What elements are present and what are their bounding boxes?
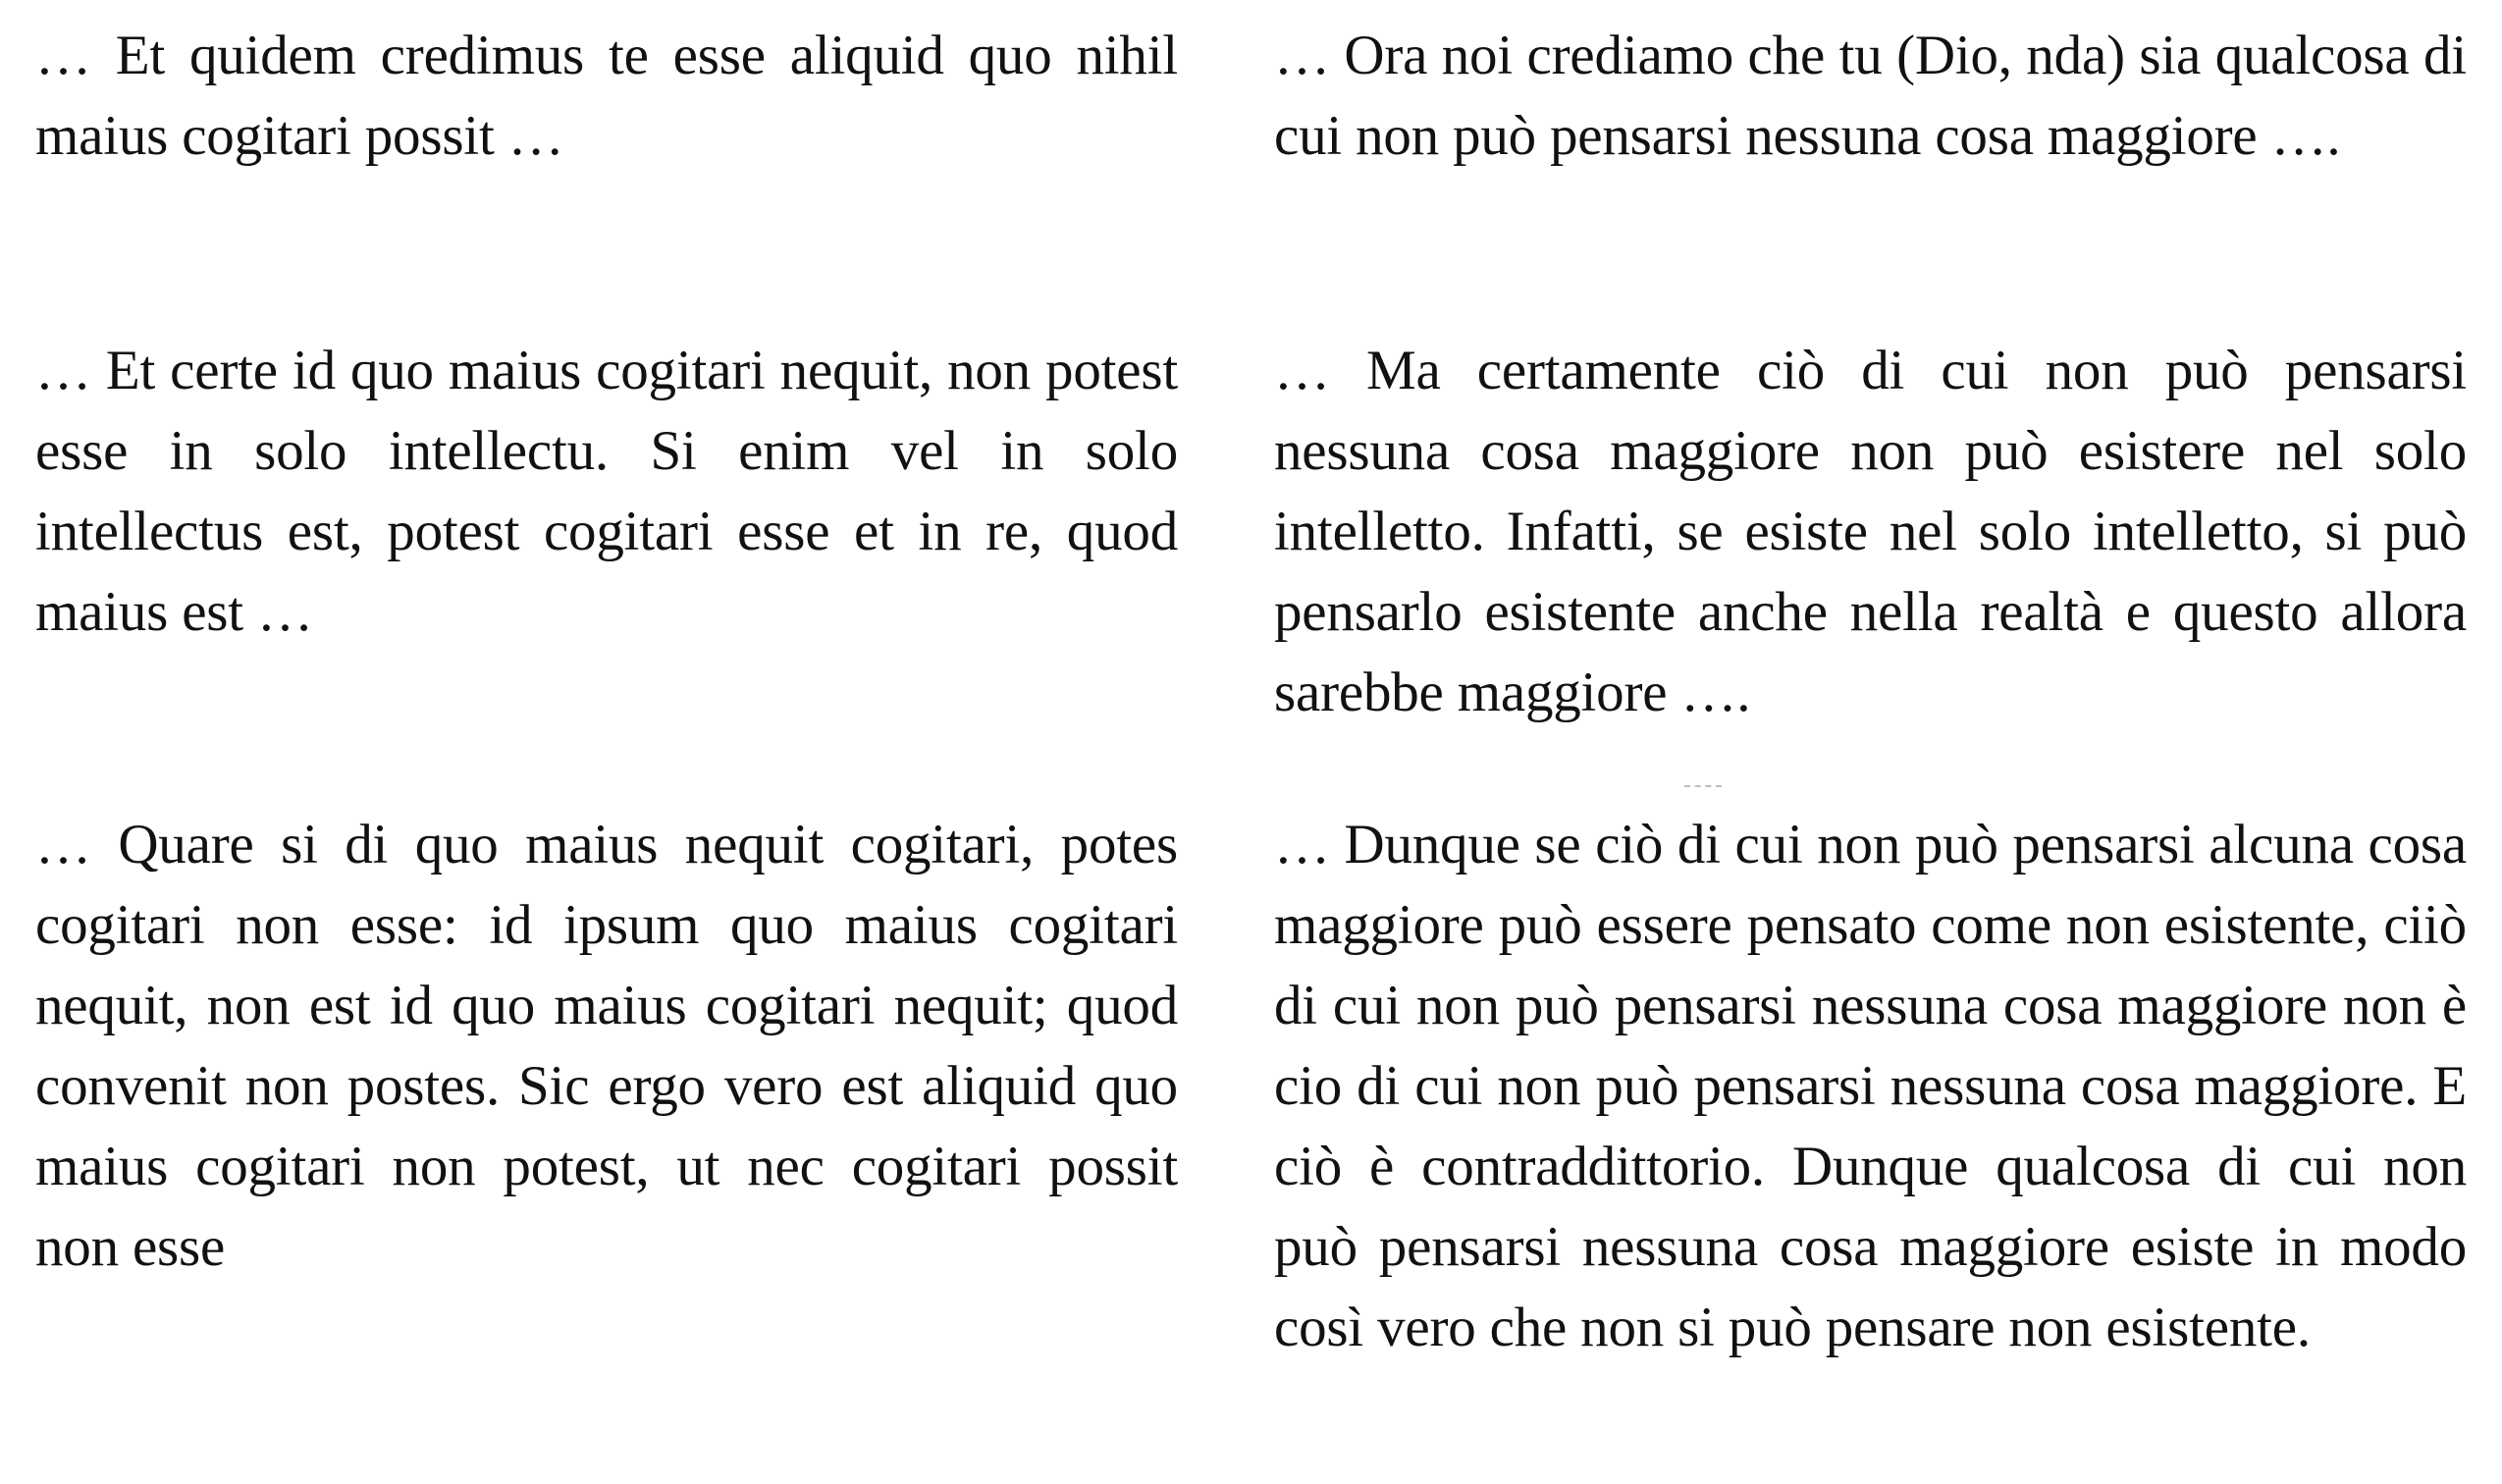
latin-passage-2: … Et certe id quo maius cogitari nequit, non potest esse in solo intellectu. Si enim vel in solo intellectus est, potest cogitari esse et in re, quod maius est … [35, 340, 1178, 643]
italian-translation-3: … Dunque se ciò di cui non può pensarsi alcuna cosa maggiore può essere pensato come non esistente, ciiò di cui non può pensarsi nessuna cosa maggiore non è cio di cui non può pensarsi nessuna cosa maggiore. E ciò è contraddittorio. Dunque qualcosa di cui non può pensarsi nessuna cosa maggiore esiste in modo così vero che non si può pensare non esistente. [1274, 814, 2467, 1358]
latin-passage-3: … Quare si di quo maius nequit cogitari, potes cogitari non esse: id ipsum quo maius cogitari nequit, non est id quo maius cogitari nequit; quod convenit non postes. Sic ergo vero est aliquid quo maius cogitari non potest, ut nec cogitari possit non esse [35, 814, 1178, 1278]
italian-translation-1: … Ora noi crediamo che tu (Dio, nda) sia qualcosa di cui non può pensarsi nessuna cosa maggiore …. [1274, 25, 2467, 167]
faint-dash-mark [1684, 785, 1722, 787]
italian-translation-2: … Ma certamente ciò di cui non può pensarsi nessuna cosa maggiore non può esistere nel solo intelletto. Infatti, se esiste nel solo intelletto, si può pensarlo esistente anche nella realtà e questo allora sarebbe maggiore …. [1274, 340, 2467, 723]
latin-passage-1: … Et quidem credimus te esse aliquid quo nihil maius cogitari possit … [35, 25, 1178, 167]
